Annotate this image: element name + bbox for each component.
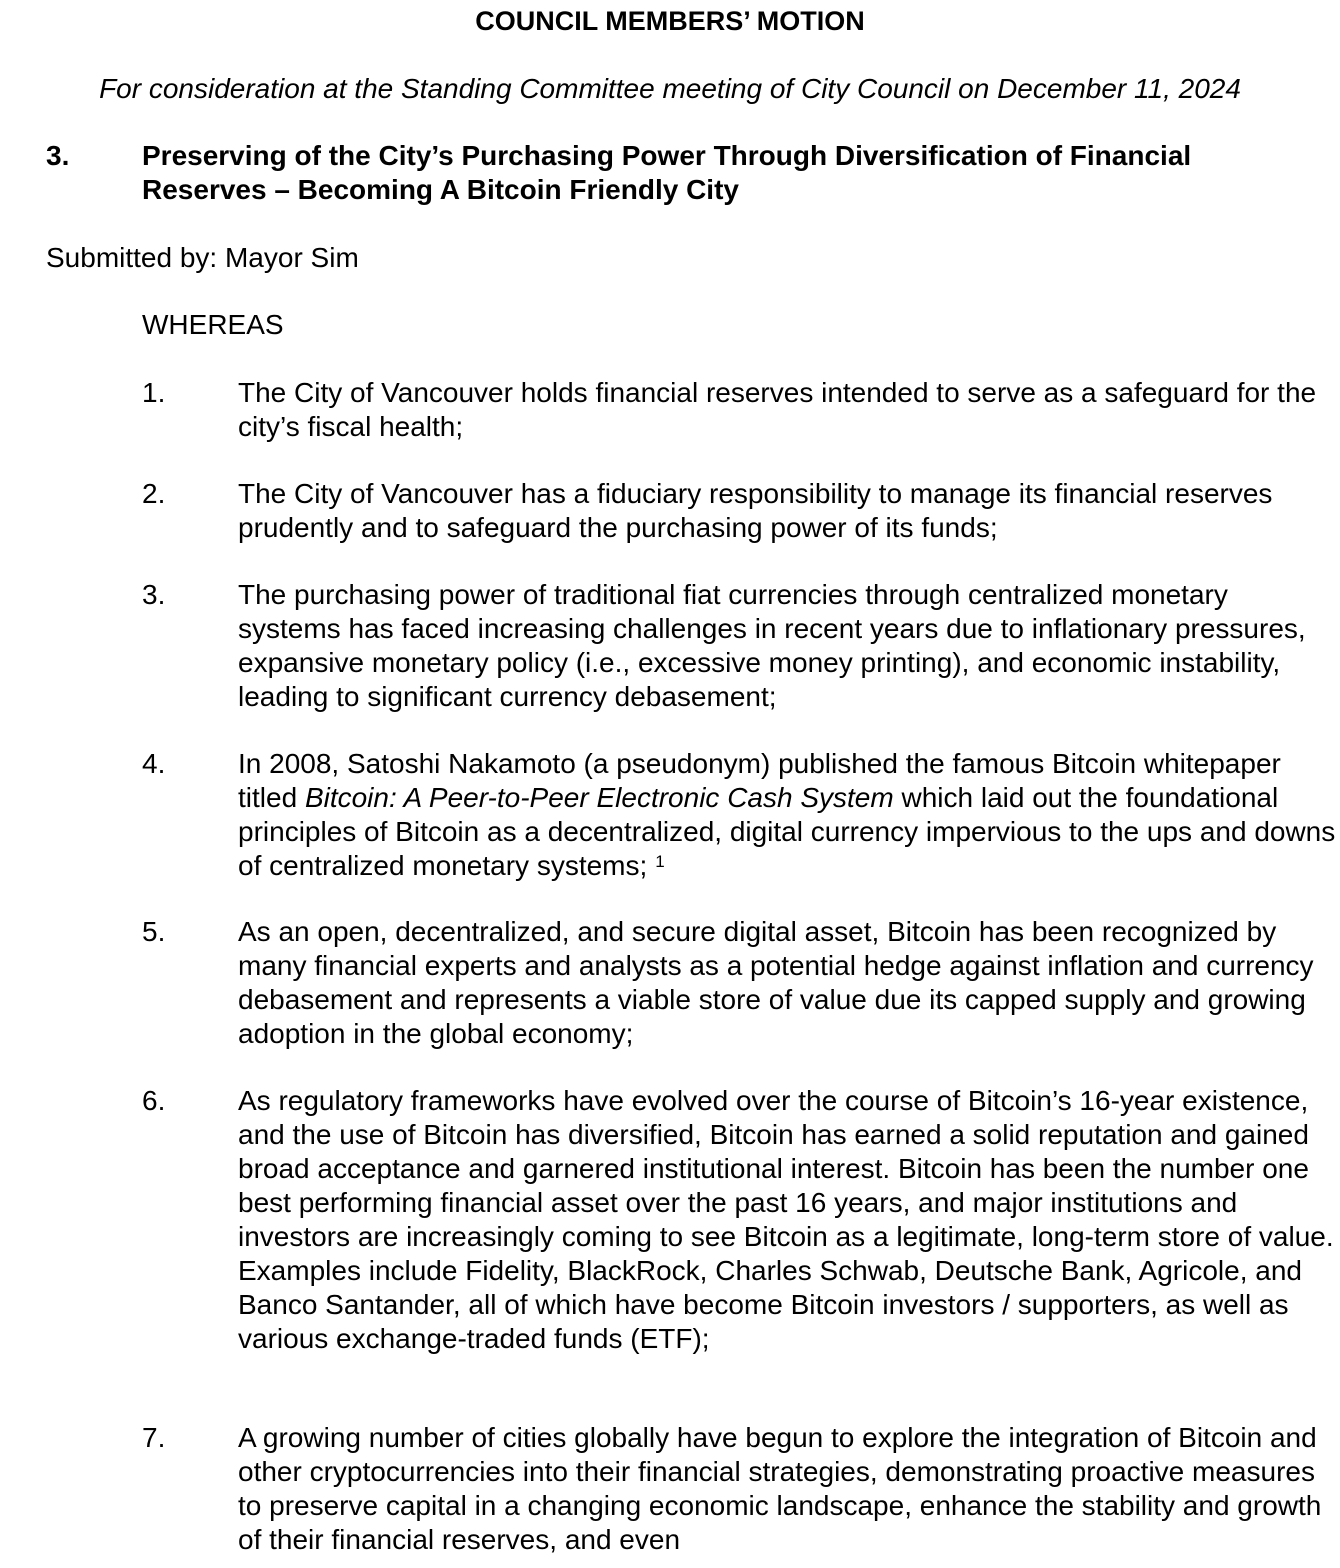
- clause-text: As regulatory frameworks have evolved over the course of Bitcoin’s 16-year existence, and the use of Bitcoin has diversified, Bitcoin has earned a solid reputation and gained broad acceptance and garnered institutional interest. Bitcoin has been the number one best performing financial asset over the past 16 years, and major institutions and investors are increasingly coming to see Bitcoin as a legitimate, long-term store of value. Examples include Fidelity, BlackRock, Charles Schwab, Deutsche Bank, Agricole, and Banco Santander, all of which have become Bitcoin investors / supporters, as well as various exchange-traded funds (ETF);: [238, 1085, 1334, 1354]
- clause-text: [238, 747, 1338, 883]
- document-title: COUNCIL MEMBERS’ MOTION: [475, 6, 865, 36]
- submitted-by: Submitted by: Mayor Sim: [46, 242, 359, 273]
- item-number: 3.: [46, 140, 70, 171]
- clause-number: 4.: [142, 748, 166, 779]
- item-heading: Preserving of the City’s Purchasing Power Through Diversification of Financial Reserves – Becoming A Bitcoin Friendly City: [142, 140, 1192, 205]
- clause-number: 2.: [142, 478, 166, 509]
- footnote-reference[interactable]: 1: [655, 852, 665, 871]
- clause-number: 6.: [142, 1085, 166, 1116]
- clause-text: As an open, decentralized, and secure digital asset, Bitcoin has been recognized by many financial experts and analysts as a potential hedge against inflation and currency debasement and represents a viable store of value due its capped supply and growing adoption in the global economy;: [238, 916, 1314, 1049]
- clause-text: The City of Vancouver holds financial reserves intended to serve as a safeguard for the city’s fiscal health;: [238, 377, 1317, 442]
- clause-text: The purchasing power of traditional fiat currencies through centralized monetary systems has faced increasing challenges in recent years due to inflationary pressures, expansive monetary policy (i.e., excessive money printing), and economic instability, leading to significant currency debasement;: [238, 579, 1306, 712]
- meeting-subtitle: For consideration at the Standing Committee meeting of City Council on December 11, 2024: [99, 73, 1241, 104]
- clause-text-start: In 2008, Satoshi Nakamoto (a pseudonym) published the famous Bitcoin whitepaper titled: [238, 748, 1281, 813]
- whitepaper-title: Bitcoin: A Peer-to-Peer Electronic Cash System: [304, 782, 894, 813]
- clause-text: A growing number of cities globally have begun to explore the integration of Bitcoin and other cryptocurrencies into their financial strategies, demonstrating proactive measures to preserve capital in a changing economic landscape, enhance the stability and growth of their financial reserves, and even: [238, 1422, 1322, 1555]
- clause-text-end: which laid out the foundational principles of Bitcoin as a decentralized, digital currency impervious to the ups and downs of centralized monetary systems;: [238, 782, 1336, 881]
- clause-number: 1.: [142, 377, 166, 408]
- clause-number: 5.: [142, 916, 166, 947]
- clause-number: 7.: [142, 1422, 166, 1453]
- whereas-label: WHEREAS: [142, 309, 284, 340]
- clause-text: The City of Vancouver has a fiduciary responsibility to manage its financial reserves prudently and to safeguard the purchasing power of its funds;: [238, 478, 1273, 543]
- clause-number: 3.: [142, 579, 166, 610]
